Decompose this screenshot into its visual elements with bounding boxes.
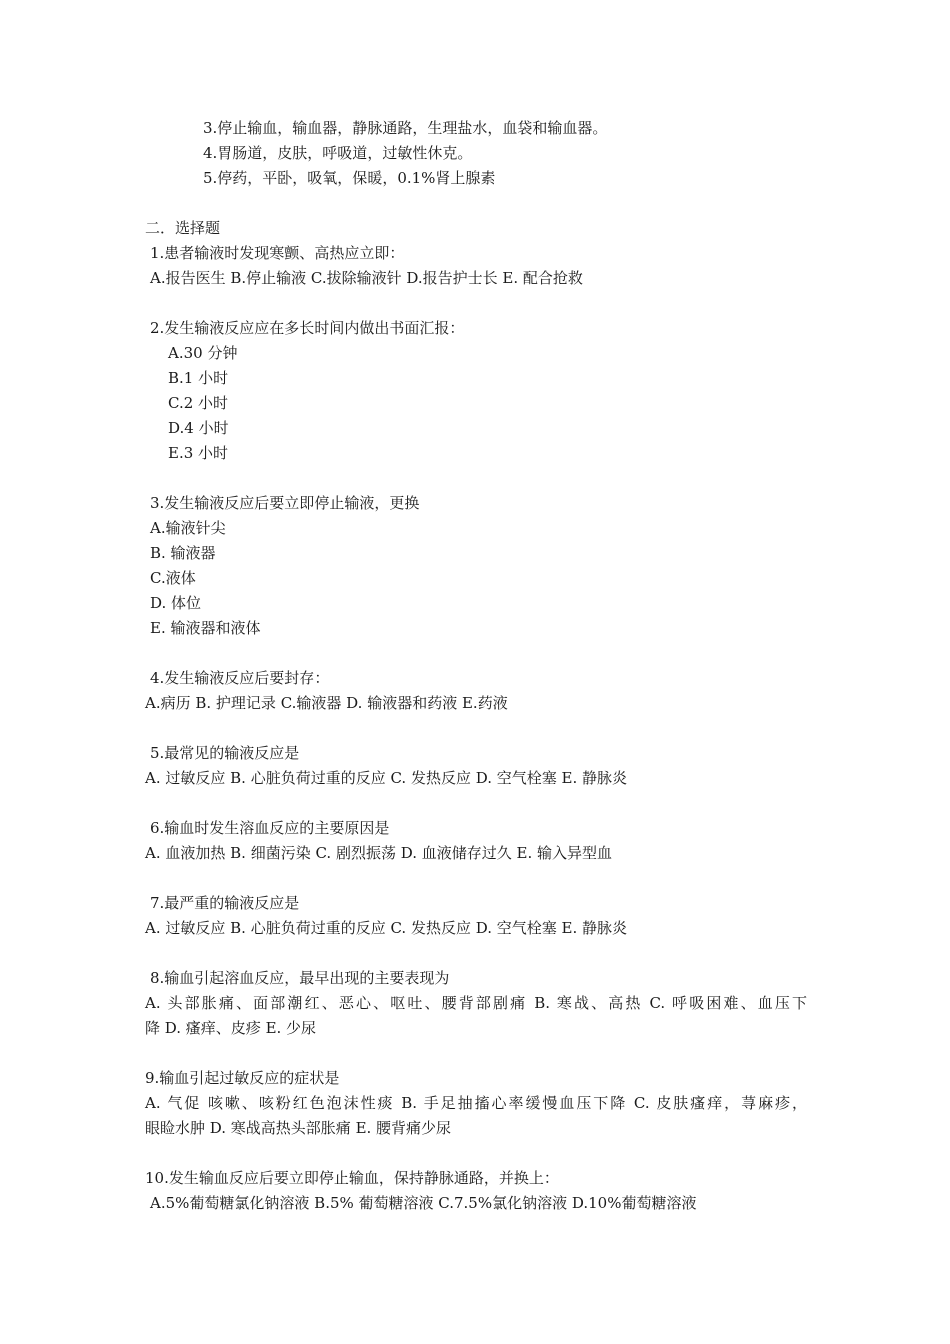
question-2-option-d: D.4 小时 (168, 419, 229, 437)
question-8-stem: 8.输血引起溶血反应，最早出现的主要表现为 (150, 969, 450, 987)
question-3-option-a: A.输液针尖 (150, 519, 226, 537)
question-6-options: A. 血液加热 B. 细菌污染 C. 剧烈振荡 D. 血液储存过久 E. 输入异型血 (145, 844, 612, 862)
question-9-options-line-1: A. 气促 咳嗽、咳粉红色泡沫性痰 B. 手足抽搐心率缓慢血压下降 C. 皮肤瘙痒，荨麻疹， (145, 1094, 807, 1112)
question-3-stem: 3.发生输液反应后要立即停止输液，更换 (150, 494, 420, 512)
answer-line-4: 4.胃肠道，皮肤，呼吸道，过敏性休克。 (203, 144, 473, 162)
question-3-option-e: E. 输液器和液体 (150, 619, 261, 637)
answer-line-5: 5.停药，平卧，吸氧，保暖，0.1%肾上腺素 (203, 169, 496, 187)
question-1-stem: 1.患者输液时发现寒颤、高热应立即： (150, 244, 405, 262)
question-8-options-line-2: 降 D. 瘙痒、皮疹 E. 少尿 (145, 1019, 317, 1037)
question-2-option-a: A.30 分钟 (168, 344, 238, 362)
question-2-option-c: C.2 小时 (168, 394, 229, 412)
question-8-options-line-1: A. 头部胀痛、面部潮红、恶心、呕吐、腰背部剧痛 B. 寒战、高热 C. 呼吸困难、血压下 (145, 994, 807, 1012)
answer-line-3: 3.停止输血，输血器，静脉通路，生理盐水，血袋和输血器。 (203, 119, 608, 137)
question-10-stem: 10.发生输血反应后要立即停止输血，保持静脉通路，并换上： (145, 1169, 559, 1187)
section-title: 二．选择题 (145, 219, 221, 237)
question-3-option-c: C.液体 (150, 569, 196, 587)
question-3-option-d: D. 体位 (150, 594, 202, 612)
question-9-options-line-2: 眼睑水肿 D. 寒战高热头部胀痛 E. 腰背痛少尿 (145, 1119, 452, 1137)
question-6-stem: 6.输血时发生溶血反应的主要原因是 (150, 819, 390, 837)
question-10-options: A.5%葡萄糖氯化钠溶液 B.5% 葡萄糖溶液 C.7.5%氯化钠溶液 D.10%葡萄糖溶液 (150, 1194, 697, 1212)
question-3-option-b: B. 输液器 (150, 544, 216, 562)
question-4-options: A.病历 B. 护理记录 C.输液器 D. 输液器和药液 E.药液 (145, 694, 508, 712)
question-2-option-e: E.3 小时 (168, 444, 229, 462)
question-5-options: A. 过敏反应 B. 心脏负荷过重的反应 C. 发热反应 D. 空气栓塞 E. 静脉炎 (145, 769, 627, 787)
question-1-options: A.报告医生 B.停止输液 C.拔除输液针 D.报告护士长 E. 配合抢救 (150, 269, 583, 287)
question-9-stem: 9.输血引起过敏反应的症状是 (145, 1069, 340, 1087)
question-5-stem: 5.最常见的输液反应是 (150, 744, 300, 762)
question-7-options: A. 过敏反应 B. 心脏负荷过重的反应 C. 发热反应 D. 空气栓塞 E. 静脉炎 (145, 919, 627, 937)
question-7-stem: 7.最严重的输液反应是 (150, 894, 300, 912)
question-2-option-b: B.1 小时 (168, 369, 229, 387)
question-4-stem: 4.发生输液反应后要封存： (150, 669, 330, 687)
question-2-stem: 2.发生输液反应应在多长时间内做出书面汇报： (150, 319, 465, 337)
